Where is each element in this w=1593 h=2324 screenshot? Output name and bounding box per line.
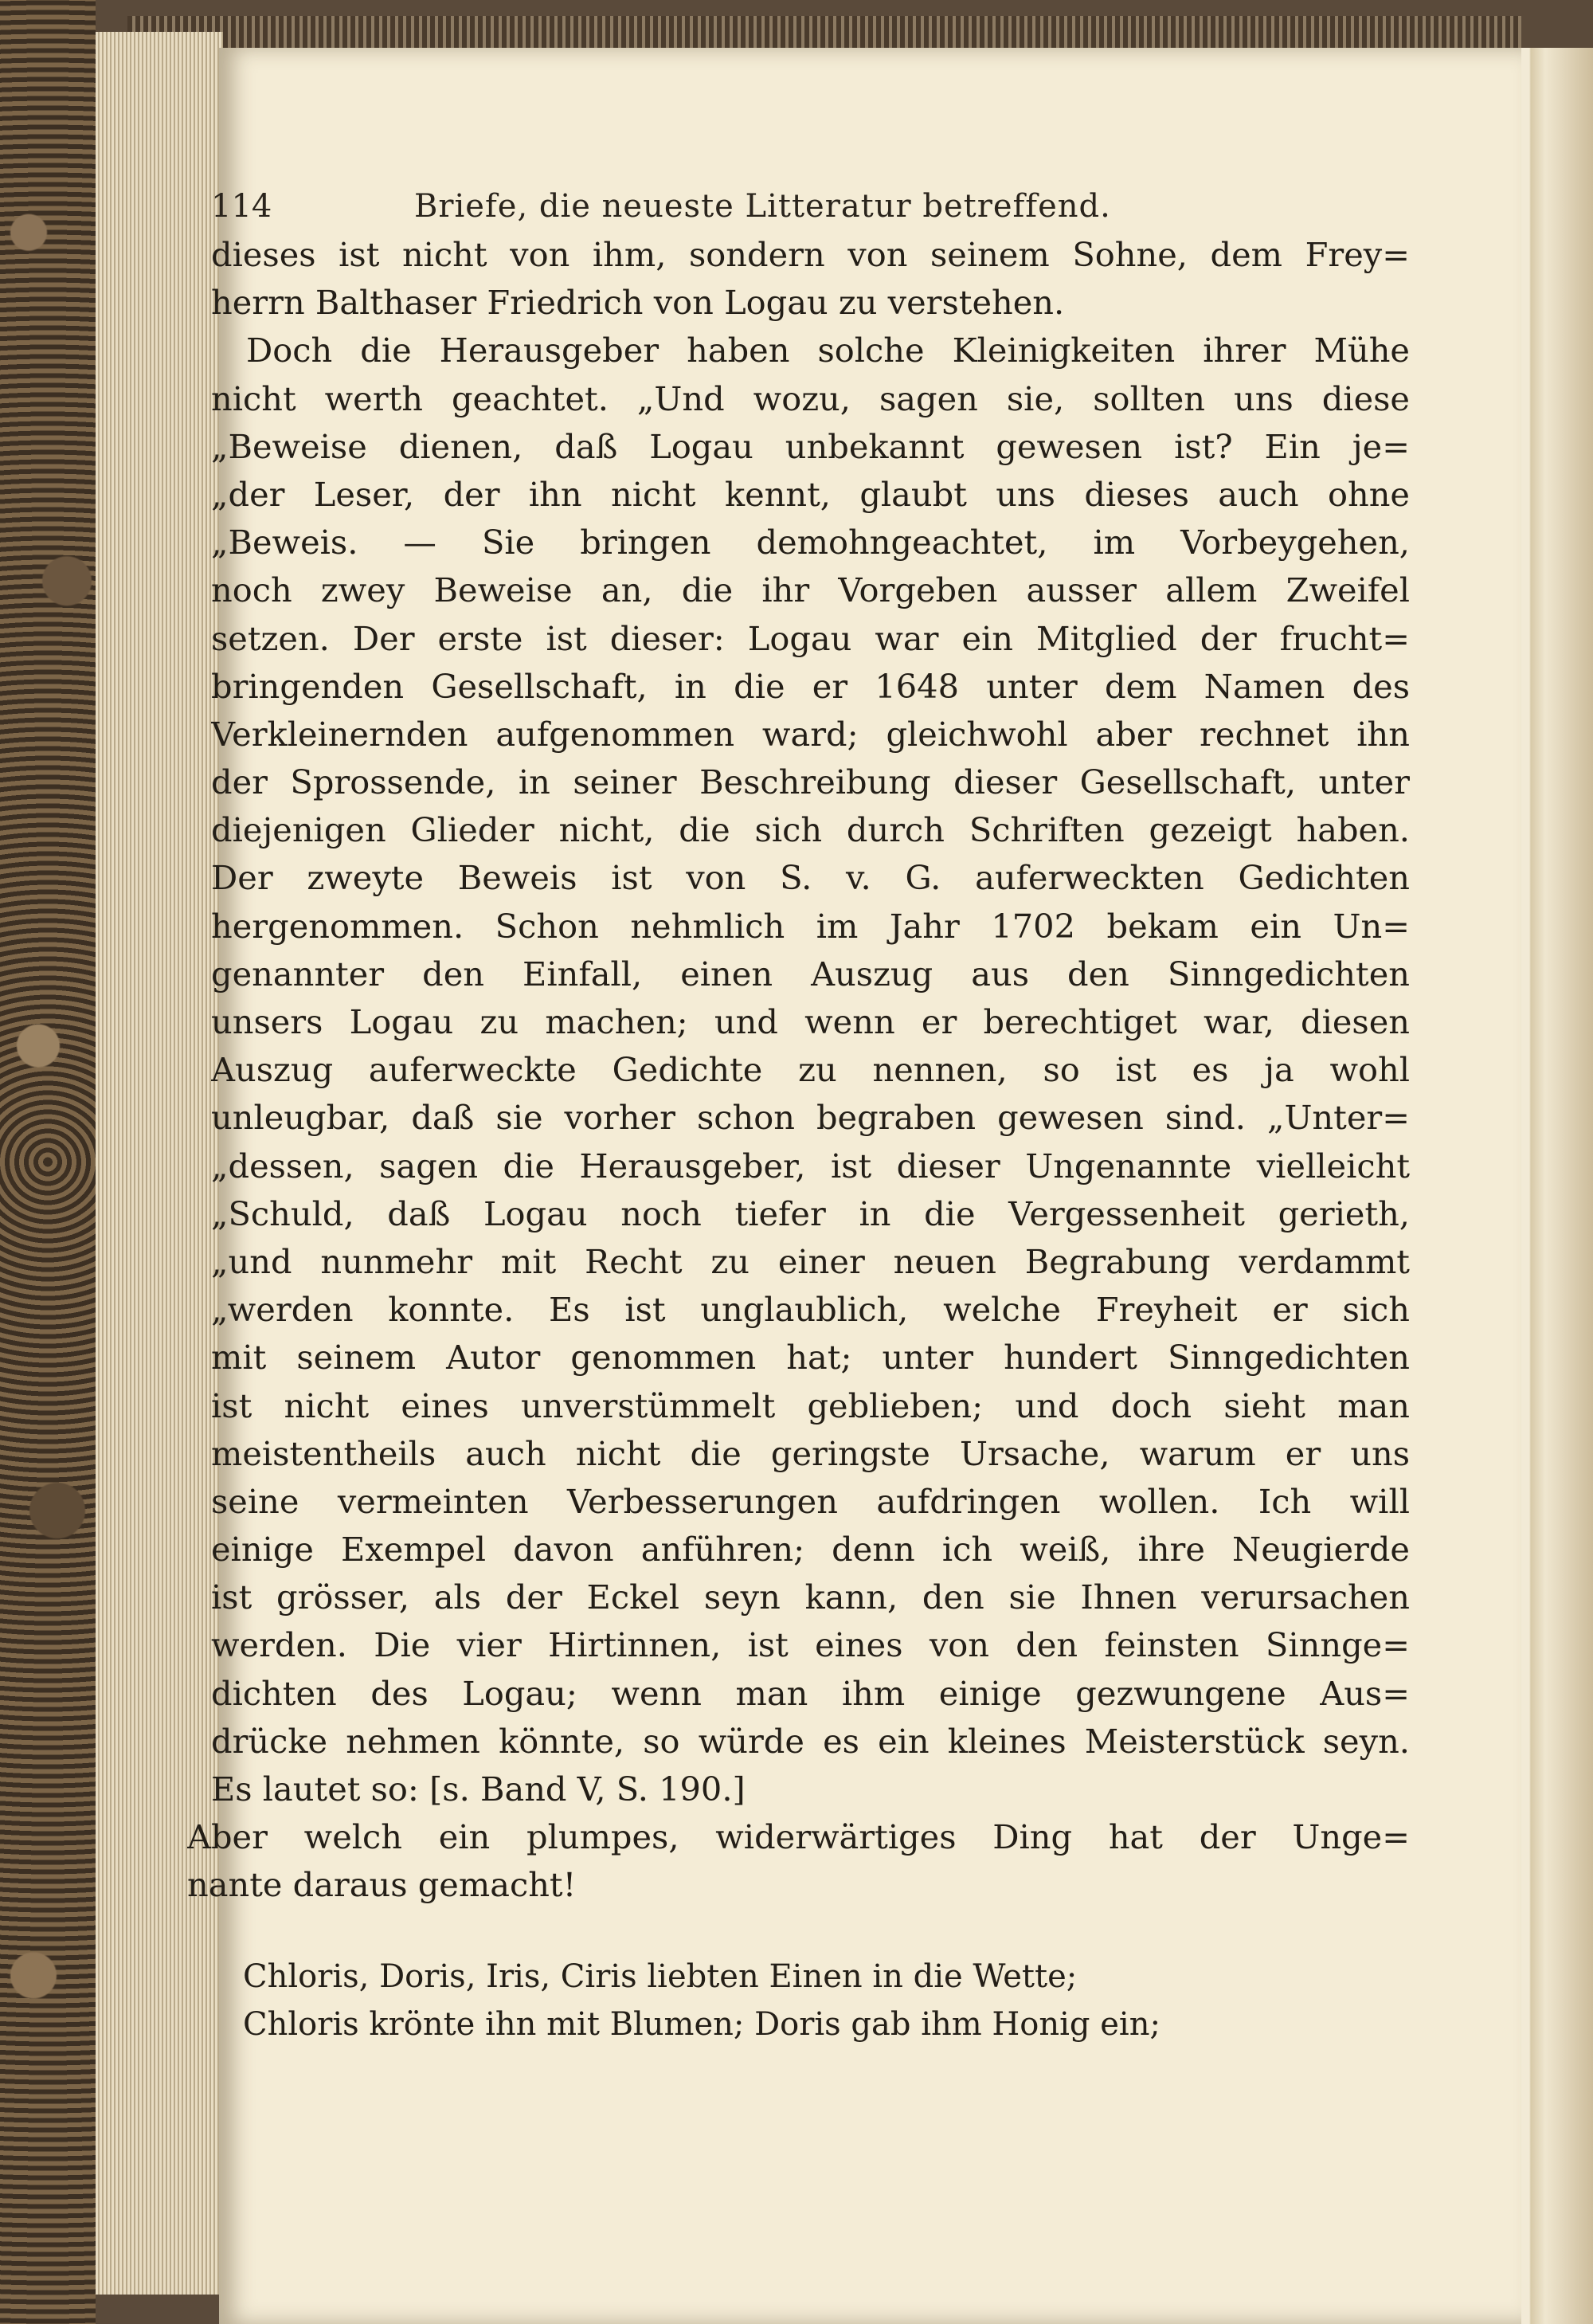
text-line: „Beweis. — Sie bringen demohngeachtet, im Vorbeygehen, (211, 523, 1410, 562)
text-line: einige Exempel davon anführen; denn ich weiß, ihre Neugierde (211, 1530, 1410, 1570)
text-line: bringenden Gesellschaft, in die er 1648 unter dem Namen des (211, 666, 1410, 706)
text-line: Auszug auferweckte Gedichte zu nennen, so ist es ja wohl (211, 1050, 1410, 1090)
text-line: Aber welch ein plumpes, widerwärtiges Ding hat der Unge= (187, 1817, 1410, 1857)
body-text (187, 231, 1410, 1910)
text-line: meistentheils auch nicht die geringste Ursache, warum er uns (211, 1433, 1410, 1473)
text-line: „werden konnte. Es ist unglaublich, welche Freyheit er sich (211, 1290, 1410, 1330)
text-line: „Schuld, daß Logau noch tiefer in die Vergessenheit gerieth, (211, 1193, 1410, 1233)
text-line: Der zweyte Beweis ist von S. v. G. auferweckten Gedichten (211, 858, 1410, 898)
text-line: ist nicht eines unverstümmelt geblieben; und doch sieht man (211, 1385, 1410, 1425)
text-line: werden. Die vier Hirtinnen, ist eines von den feinsten Sinnge= (211, 1625, 1410, 1665)
page-number: 114 (211, 188, 272, 225)
text-line: „der Leser, der ihn nicht kennt, glaubt uns dieses auch ohne (211, 474, 1410, 514)
page-edges (96, 32, 223, 2295)
text-line: unleugbar, daß sie vorher schon begraben gewesen sind. „Unter= (211, 1098, 1410, 1138)
facing-page-edge (1513, 48, 1593, 2324)
text-line: herrn Balthaser Friedrich von Logau zu verstehen. (211, 283, 1065, 323)
verse-line: Chloris krönte ihn mit Blumen; Doris gab ihm Honig ein; (243, 2006, 1161, 2044)
text-line: seine vermeinten Verbesserungen aufdringen wollen. Ich will (211, 1481, 1410, 1521)
text-line: der Sprossende, in seiner Beschreibung dieser Gesellschaft, unter (211, 762, 1410, 802)
text-line: setzen. Der erste ist dieser: Logau war ein Mitglied der frucht= (211, 618, 1410, 658)
text-line: dichten des Logau; wenn man ihm einige gezwungene Aus= (211, 1673, 1410, 1713)
text-line: diejenigen Glieder nicht, die sich durch Schriften gezeigt haben. (211, 810, 1410, 850)
page-header (211, 188, 1247, 236)
text-line: hergenommen. Schon nehmlich im Jahr 1702 bekam ein Un= (211, 906, 1410, 946)
text-line: nante daraus gemacht! (187, 1865, 577, 1905)
text-line: „und nunmehr mit Recht zu einer neuen Begrabung verdammt (211, 1241, 1410, 1281)
text-line: nicht werth geachtet. „Und wozu, sagen sie, sollten uns diese (211, 378, 1410, 418)
marbled-cover (0, 0, 96, 2324)
text-line: ist grösser, als der Eckel seyn kann, den sie Ihnen verursachen (211, 1577, 1410, 1617)
text-line: Verkleinernden aufgenommen ward; gleichwohl aber rechnet ihn (211, 714, 1410, 754)
verse-line: Chloris, Doris, Iris, Ciris liebten Einen in die Wette; (243, 1958, 1078, 1995)
text-line: dieses ist nicht von ihm, sondern von seinem Sohne, dem Frey= (211, 235, 1410, 274)
running-head: Briefe, die neueste Litteratur betreffend. (414, 188, 1111, 225)
text-line: Es lautet so: [s. Band V, S. 190.] (211, 1769, 746, 1809)
text-line: Doch die Herausgeber haben solche Kleinigkeiten ihrer Mühe (246, 331, 1410, 370)
text-line: drücke nehmen könnte, so würde es ein kleines Meisterstück seyn. (211, 1721, 1410, 1761)
text-line: mit seinem Autor genommen hat; unter hundert Sinngedichten (211, 1338, 1410, 1378)
text-line: „Beweise dienen, daß Logau unbekannt gewesen ist? Ein je= (211, 426, 1410, 466)
verse-quote (243, 1952, 1358, 2048)
text-line: noch zwey Beweise an, die ihr Vorgeben ausser allem Zweifel (211, 570, 1410, 610)
text-line: genannter den Einfall, einen Auszug aus den Sinngedichten (211, 954, 1410, 993)
text-line: „dessen, sagen die Herausgeber, ist dieser Ungenannte vielleicht (211, 1146, 1410, 1186)
text-line: unsers Logau zu machen; und wenn er berechtiget war, diesen (211, 1002, 1410, 1041)
